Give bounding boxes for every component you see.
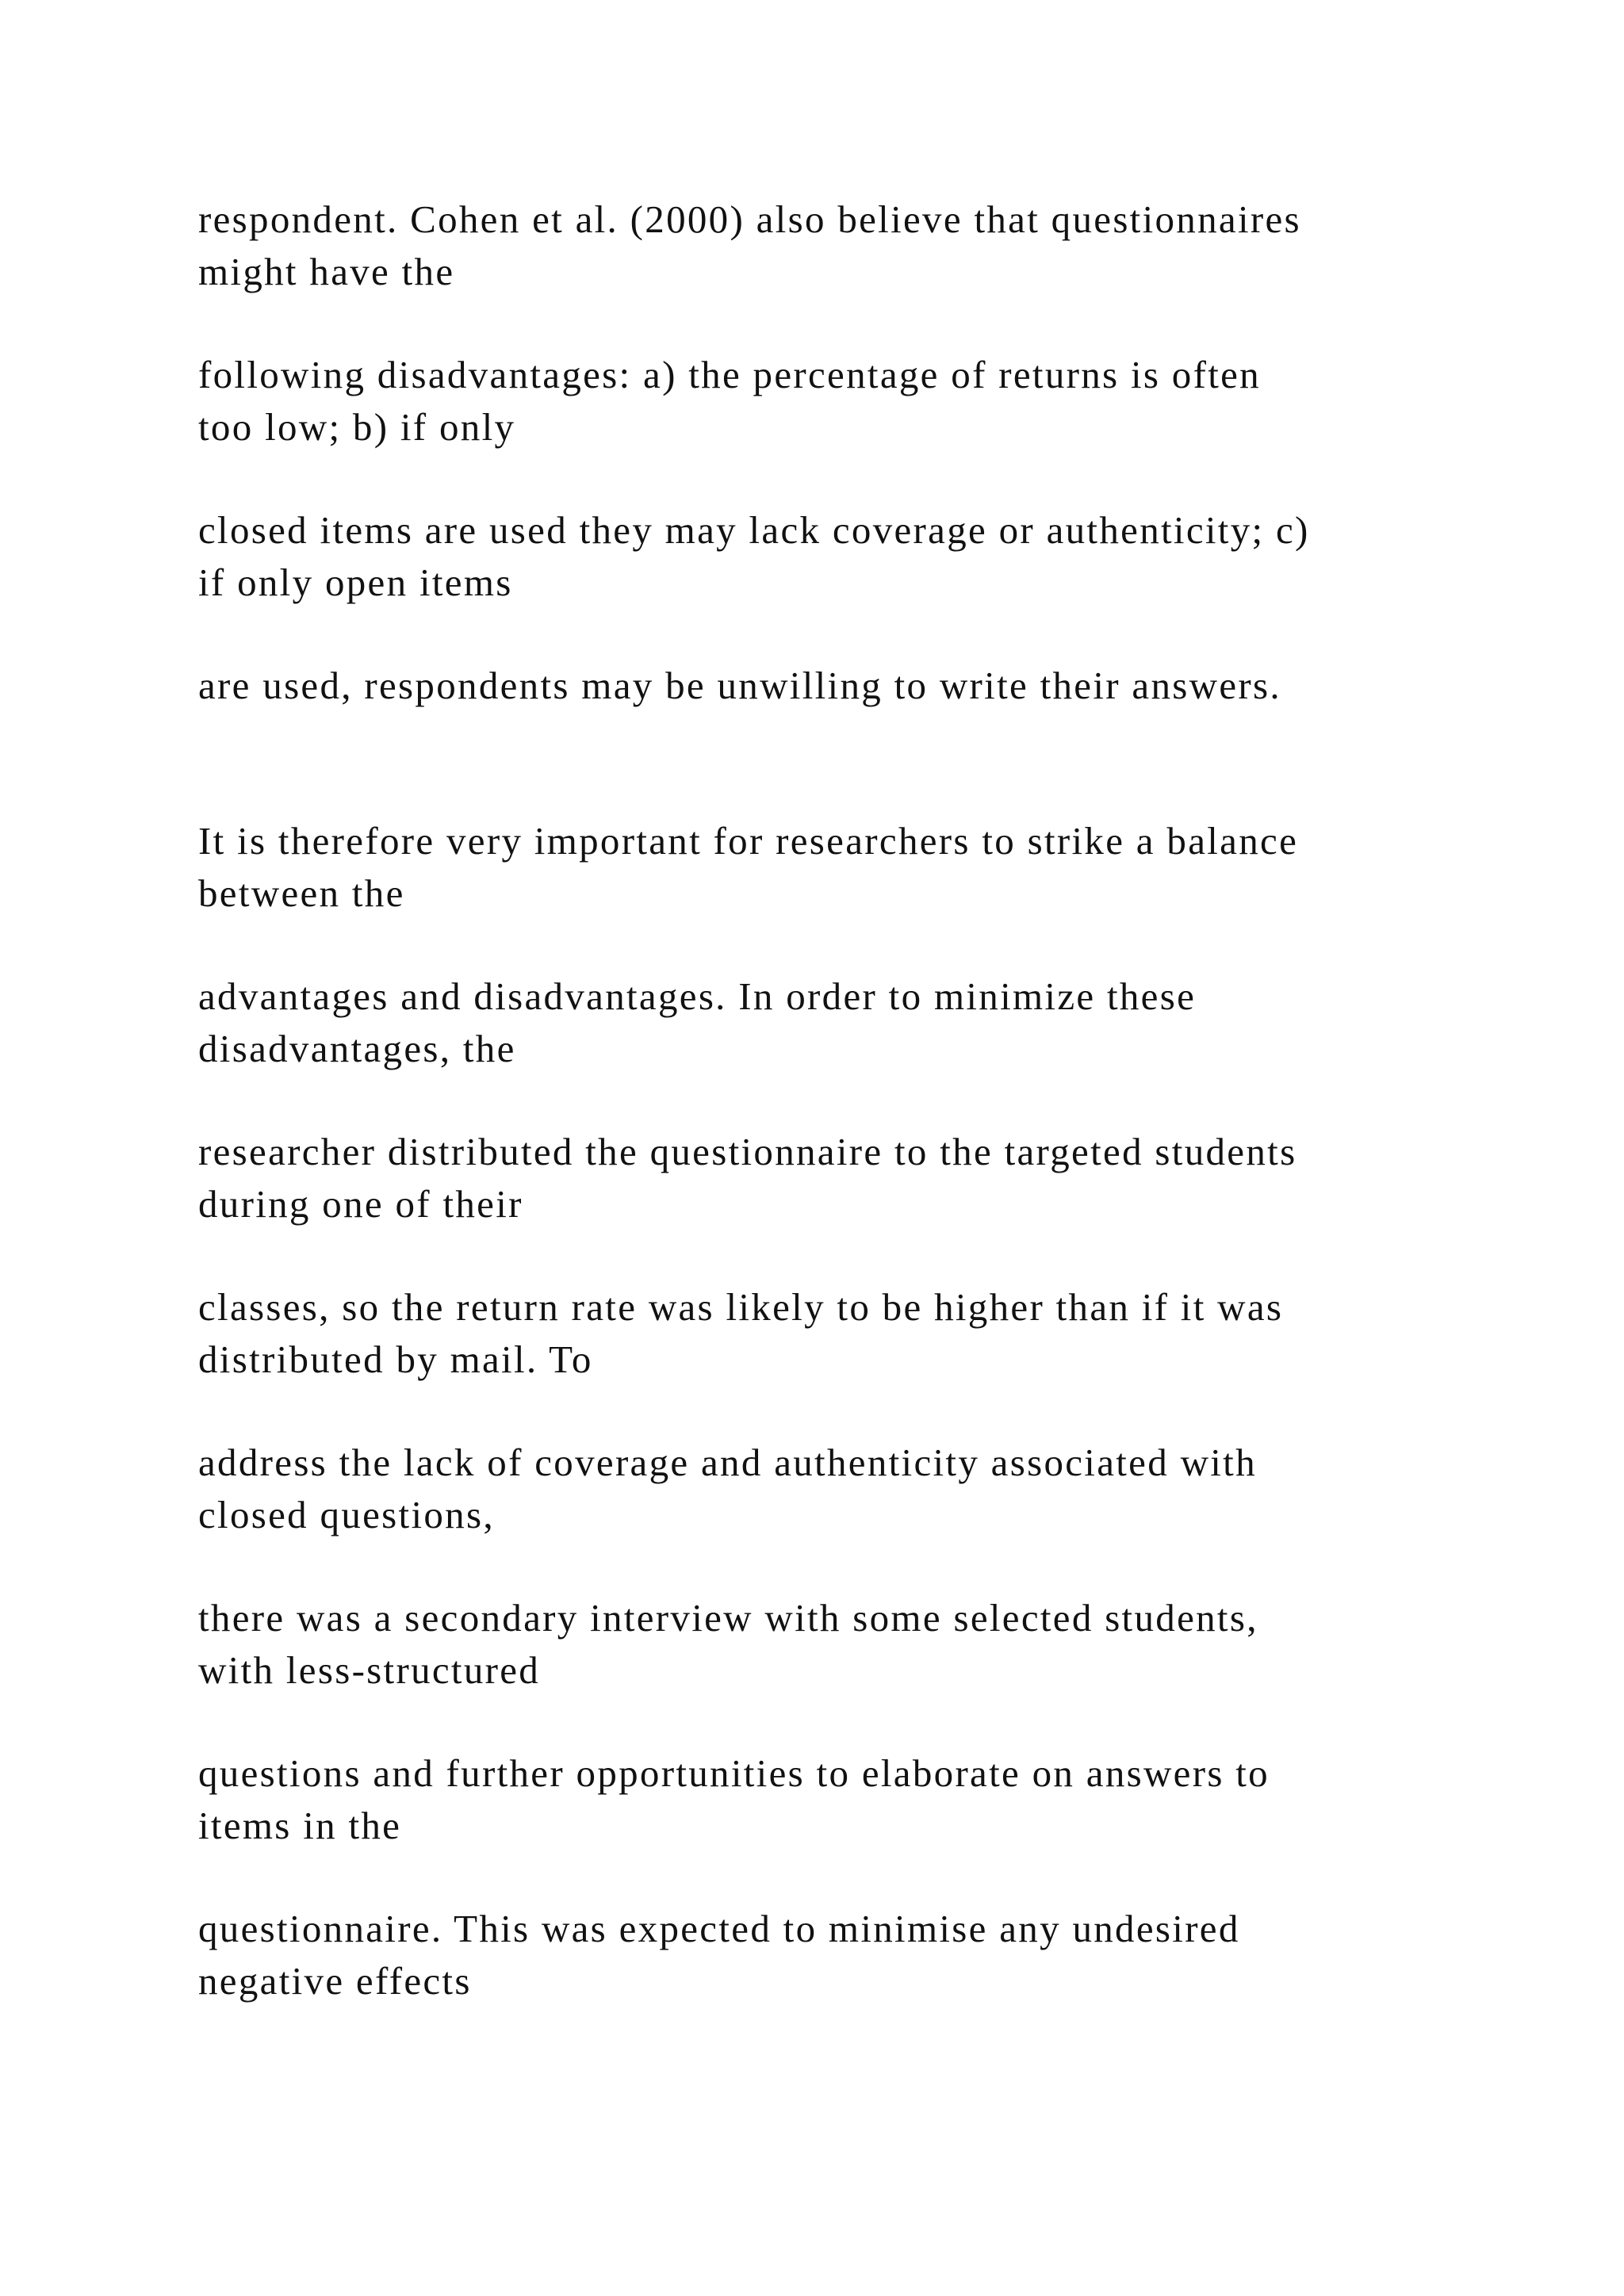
text-line: are used, respondents may be unwilling to write their answers. xyxy=(198,664,1281,707)
text-line: there was a secondary interview with some selected students, xyxy=(198,1596,1258,1640)
text-line: disadvantages, the xyxy=(198,1027,516,1070)
text-line: might have the xyxy=(198,250,455,293)
text-line: closed questions, xyxy=(198,1493,495,1536)
text-block xyxy=(198,1281,1451,1386)
text-line: too low; b) if only xyxy=(198,405,516,449)
text-block xyxy=(198,1592,1451,1697)
text-block xyxy=(198,1126,1451,1230)
text-block xyxy=(198,504,1451,609)
text-line: between the xyxy=(198,871,405,915)
text-line: negative effects xyxy=(198,1959,472,2003)
text-line: distributed by mail. To xyxy=(198,1337,593,1381)
text-line: address the lack of coverage and authenticity associated with xyxy=(198,1441,1257,1484)
text-line: questions and further opportunities to elaborate on answers to xyxy=(198,1751,1270,1795)
text-block xyxy=(198,970,1451,1075)
text-block xyxy=(198,1903,1451,2007)
text-block xyxy=(198,1747,1451,1852)
text-line: with less-structured xyxy=(198,1648,541,1692)
document-body xyxy=(198,193,1451,2058)
text-block xyxy=(198,660,1451,712)
text-line: advantages and disadvantages. In order to minimize these xyxy=(198,974,1197,1018)
text-line: if only open items xyxy=(198,561,513,604)
text-line: classes, so the return rate was likely to be higher than if it was xyxy=(198,1285,1284,1329)
text-line: questionnaire. This was expected to minimise any undesired xyxy=(198,1907,1240,1950)
text-line: following disadvantages: a) the percentage of returns is often xyxy=(198,353,1261,396)
text-block xyxy=(198,815,1451,920)
text-line: researcher distributed the questionnaire to the targeted students xyxy=(198,1130,1297,1173)
text-block xyxy=(198,349,1451,453)
text-block xyxy=(198,193,1451,298)
text-line: It is therefore very important for researchers to strike a balance xyxy=(198,819,1299,863)
text-block xyxy=(198,1437,1451,1541)
text-line: closed items are used they may lack coverage or authenticity; c) xyxy=(198,508,1310,552)
text-line: items in the xyxy=(198,1804,402,1847)
text-line: during one of their xyxy=(198,1182,523,1226)
text-line: respondent. Cohen et al. (2000) also believe that questionnaires xyxy=(198,197,1301,241)
